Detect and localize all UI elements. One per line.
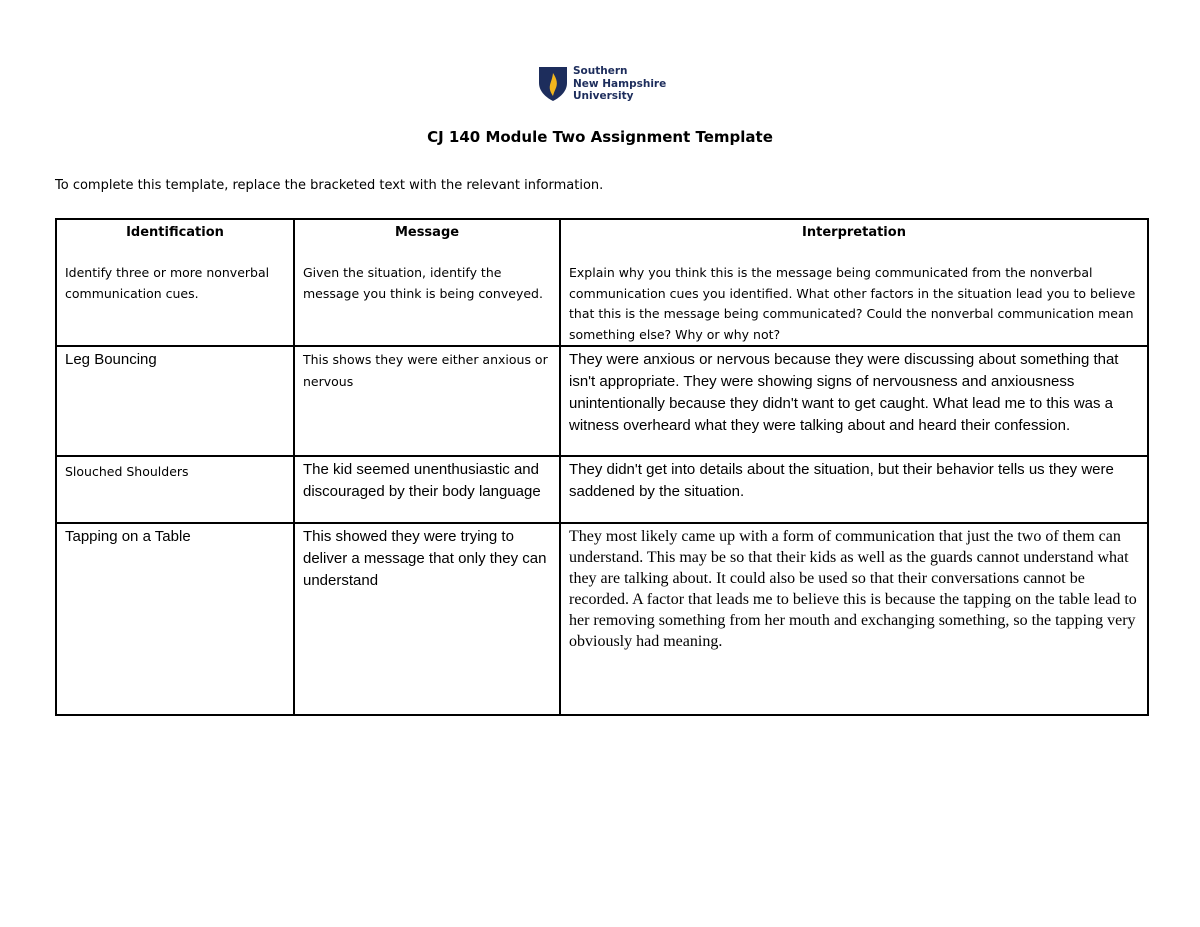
logo-wordmark bbox=[573, 65, 666, 103]
logo-line-1: Southern bbox=[573, 65, 628, 77]
table-row bbox=[56, 346, 1148, 456]
interpretation-cell[interactable] bbox=[560, 456, 1148, 523]
cell-text: Slouched Shoulders bbox=[65, 464, 189, 479]
interpretation-cell[interactable] bbox=[560, 346, 1148, 456]
message-cell[interactable] bbox=[294, 523, 560, 715]
header-title: Identification bbox=[126, 225, 224, 240]
header-desc: Explain why you think this is the message being communicated from the nonverbal communication cues you identified. What other factors in the situation lead you to believe that this is the message being communicated? Could the nonverbal communication mean something else? Why or why not? bbox=[569, 265, 1136, 342]
document-title: CJ 140 Module Two Assignment Template bbox=[427, 128, 773, 146]
shield-flame-icon bbox=[538, 66, 568, 102]
identification-cell[interactable] bbox=[56, 346, 294, 456]
assignment-table bbox=[55, 218, 1149, 716]
cell-text: Leg Bouncing bbox=[65, 351, 157, 368]
cell-text: This showed they were trying to deliver a message that only they can understand bbox=[303, 528, 547, 589]
table-row bbox=[56, 523, 1148, 715]
message-cell[interactable] bbox=[294, 456, 560, 523]
cell-text: They didn't get into details about the situation, but their behavior tells us they were saddened by the situation. bbox=[569, 461, 1114, 500]
header-title: Interpretation bbox=[802, 225, 906, 240]
cell-text: They were anxious or nervous because they were discussing about something that isn't appropriate. They were showing signs of nervousness and anxiousness unintentionally because they didn't want to get caught. What lead me to this was a witness overheard what they were talking about and heard their confession. bbox=[569, 351, 1119, 434]
interpretation-cell[interactable] bbox=[560, 523, 1148, 715]
header-cell-interpretation bbox=[560, 219, 1148, 346]
logo-line-3: University bbox=[573, 90, 634, 102]
cell-text: This shows they were either anxious or nervous bbox=[303, 352, 548, 389]
university-logo bbox=[538, 64, 668, 104]
header-desc: Given the situation, identify the message you think is being conveyed. bbox=[303, 265, 543, 301]
header-cell-message bbox=[294, 219, 560, 346]
table-row bbox=[56, 456, 1148, 523]
logo-line-2: New Hampshire bbox=[573, 77, 667, 90]
header-desc: Identify three or more nonverbal communication cues. bbox=[65, 265, 270, 301]
identification-cell[interactable] bbox=[56, 523, 294, 715]
cell-text: They most likely came up with a form of communication that just the two of them can understand. This may be so that their kids as well as the guards cannot understand what they are talking about. It could also be used so that their conversations cannot be recorded. A factor that leads me to believe this is because the tapping on the table lead to her removing something from her mouth and exchanging something, so the tapping very obviously had meaning. bbox=[569, 528, 1137, 650]
header-title: Message bbox=[394, 225, 460, 240]
header-cell-identification bbox=[56, 219, 294, 346]
cell-text: The kid seemed unenthusiastic and discouraged by their body language bbox=[303, 461, 541, 500]
identification-cell[interactable] bbox=[56, 456, 294, 523]
intro-text: To complete this template, replace the bracketed text with the relevant information. bbox=[55, 178, 604, 193]
message-cell[interactable] bbox=[294, 346, 560, 456]
header-row bbox=[56, 219, 1148, 346]
cell-text: Tapping on a Table bbox=[65, 528, 191, 545]
